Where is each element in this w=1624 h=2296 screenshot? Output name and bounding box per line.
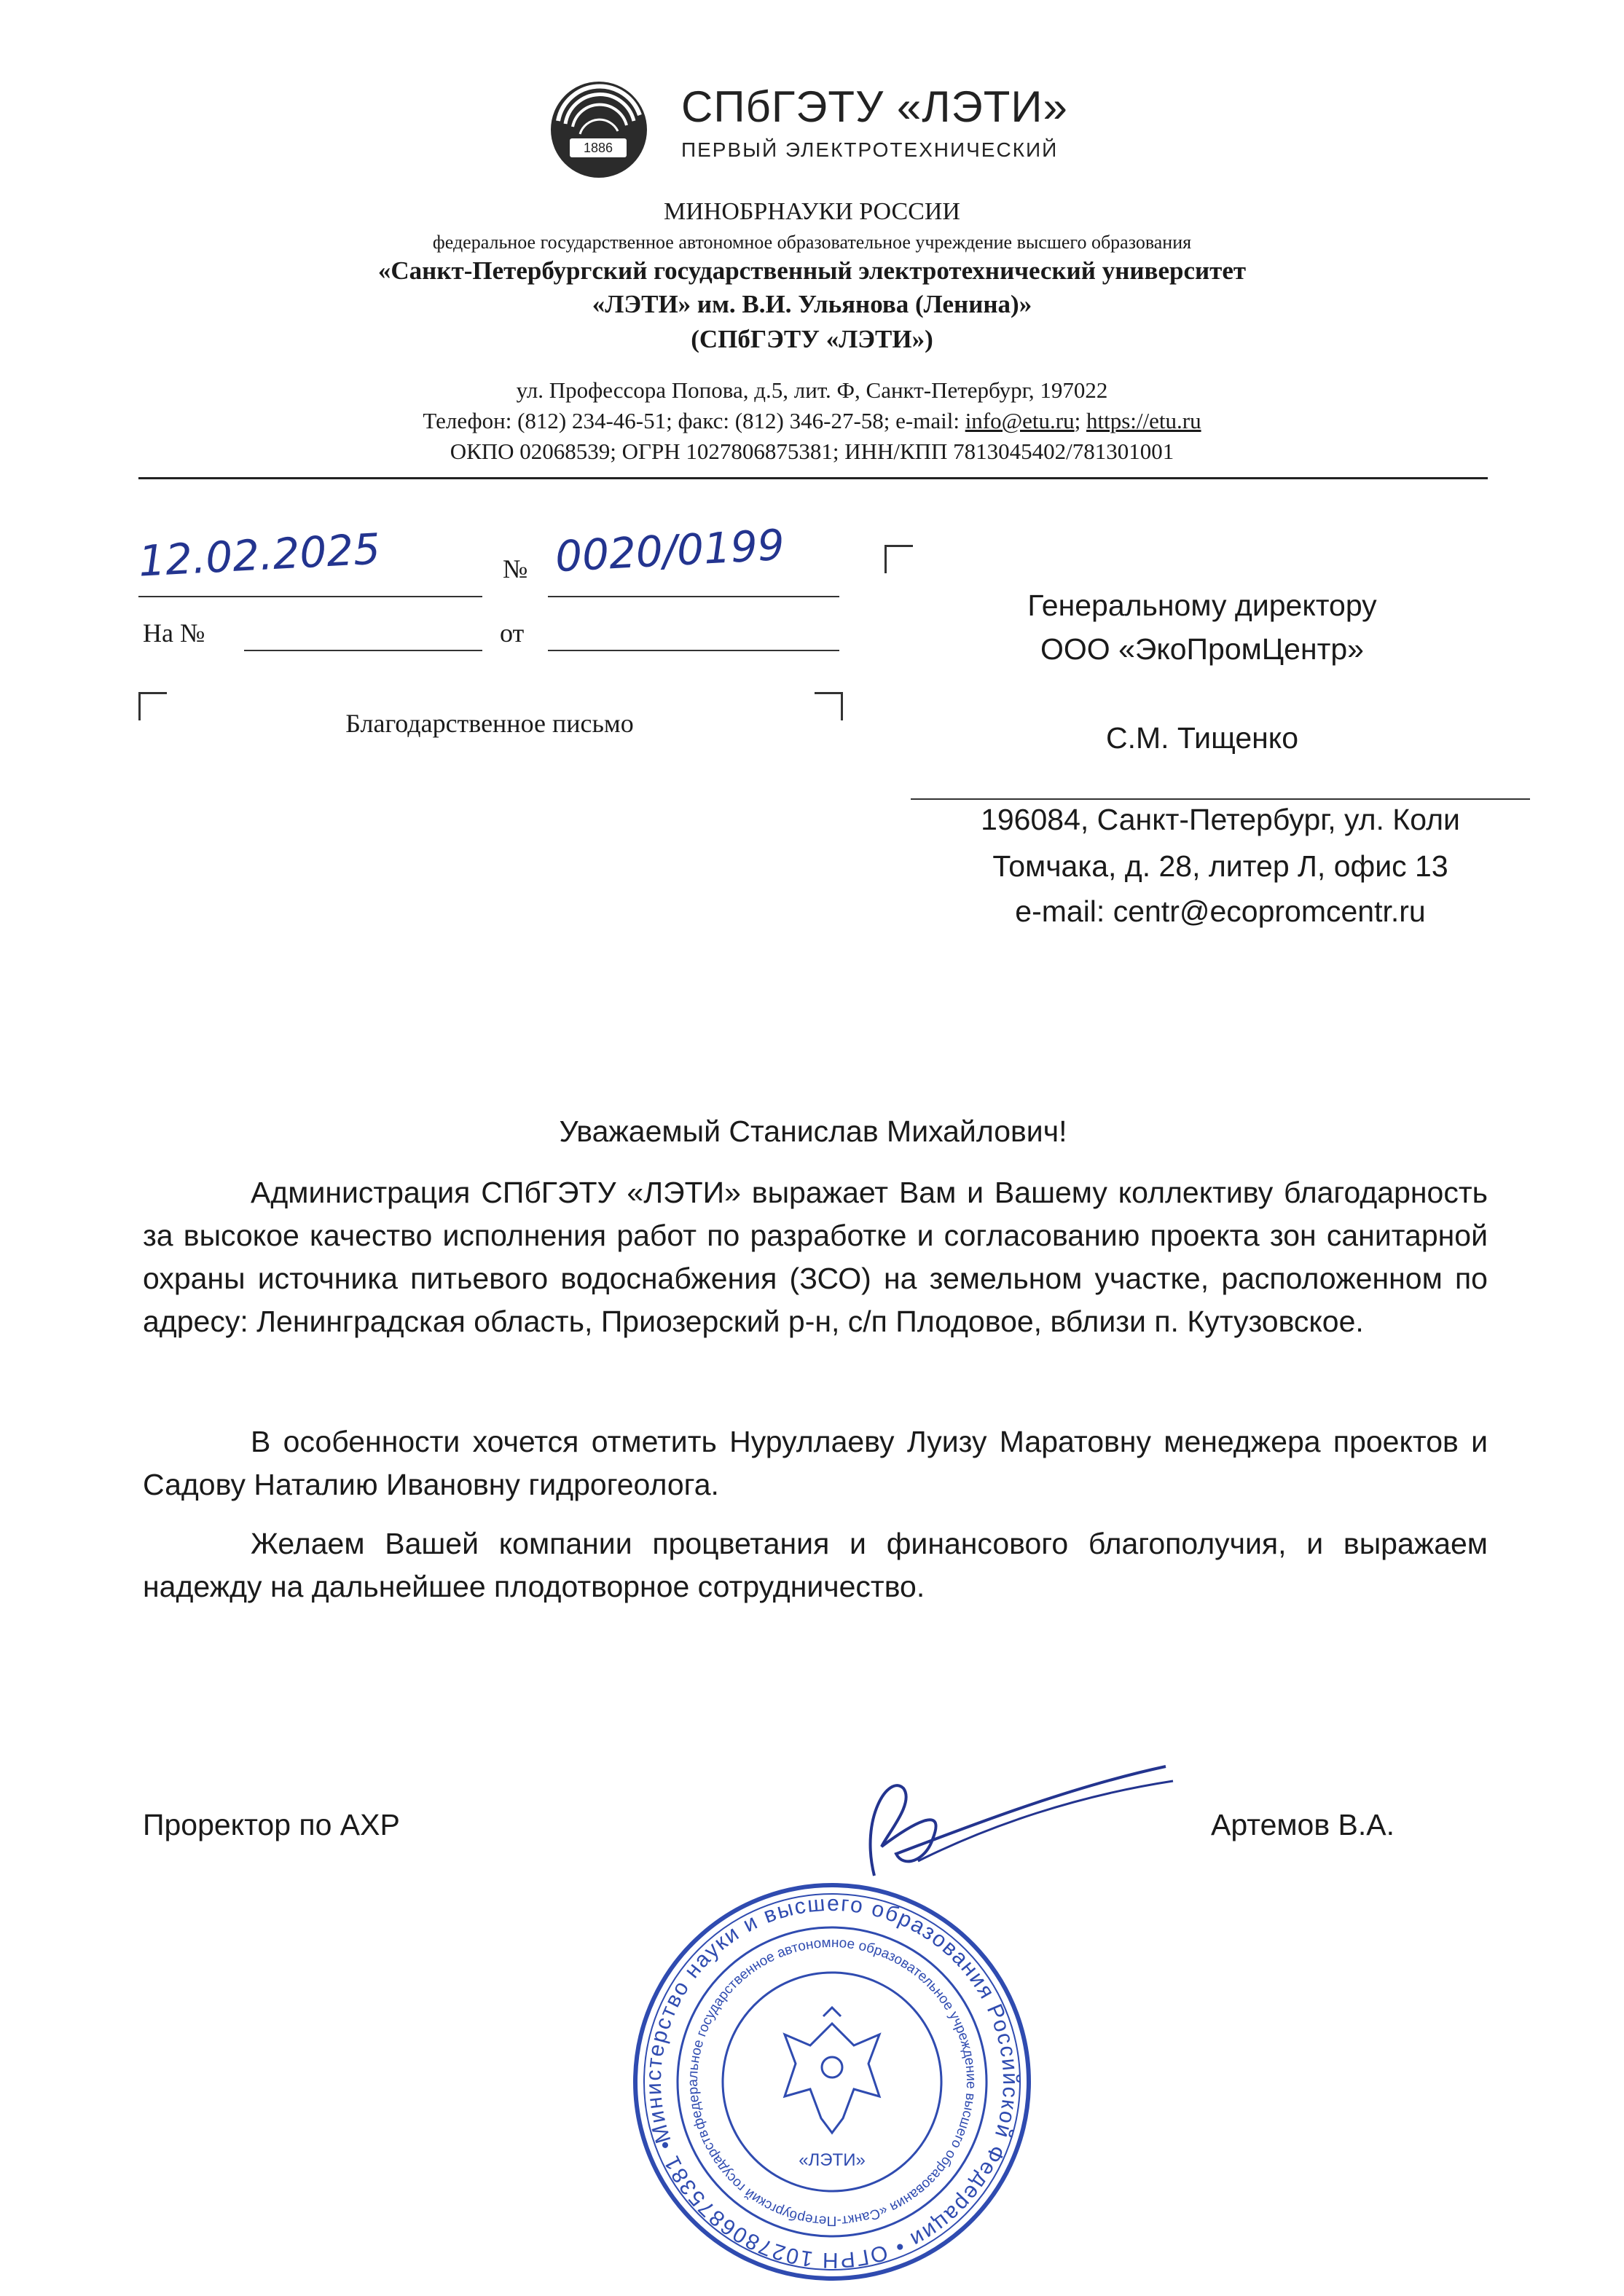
handwritten-number: 0020/0199 bbox=[554, 519, 786, 582]
recipient-email: e-mail: centr@ecopromcentr.ru bbox=[1015, 895, 1426, 928]
date-line bbox=[138, 596, 482, 597]
recipient-name: С.М. Тищенко bbox=[1106, 721, 1298, 755]
recipient-address-line1: 196084, Санкт-Петербург, ул. Коли bbox=[981, 803, 1460, 836]
email-link[interactable]: info@etu.ru bbox=[965, 408, 1075, 433]
university-name-line2: «ЛЭТИ» им. В.И. Ульянова (Ленина)» bbox=[592, 290, 1032, 318]
letter-paragraph-2: В особенности хочется отметить Нуруллаеву Луизу Маратовну менеджера проектов и Садову Наталию Ивановну гидрогеолога. bbox=[143, 1425, 1488, 1501]
recipient-position: Генеральному директору bbox=[1027, 589, 1377, 622]
from-label: от bbox=[500, 618, 525, 648]
logo-year: 1886 bbox=[583, 141, 613, 155]
signatory-name: Артемов В.А. bbox=[1211, 1808, 1395, 1841]
signatory-title: Проректор по АХР bbox=[143, 1808, 400, 1841]
from-line bbox=[548, 650, 839, 651]
seal-inner-text: федеральное государственное автономное образовательное учреждение высшего образования «Санкт-Петербургский государственный bbox=[685, 1935, 979, 2229]
svg-text:федеральное государственное ав bbox=[628, 1878, 1020, 2286]
recipient-divider bbox=[911, 798, 1530, 800]
ref-label: На № bbox=[143, 618, 205, 648]
separator: ; bbox=[1074, 408, 1086, 433]
university-name-line1: «Санкт-Петербургский государственный электротехнический университет bbox=[377, 256, 1247, 285]
seal-outer-text: Министерство науки и высшего образования Российской Федерации • ОГРН 1027806875381 • bbox=[641, 1891, 1023, 2273]
contacts-line bbox=[0, 408, 1624, 434]
ref-line bbox=[244, 650, 482, 651]
leti-logo-icon bbox=[548, 79, 650, 181]
university-name-line3: (СПбГЭТУ «ЛЭТИ») bbox=[691, 325, 933, 353]
handwritten-signature-icon bbox=[845, 1745, 1180, 1890]
number-label: № bbox=[503, 554, 528, 583]
handwritten-date: 12.02.2025 bbox=[137, 524, 382, 586]
ministry-name: МИНОБРНАУКИ РОССИИ bbox=[663, 198, 960, 225]
letter-subject: Благодарственное письмо bbox=[345, 709, 634, 738]
org-type: федеральное государственное автономное образовательное учреждение высшего образования bbox=[432, 232, 1192, 253]
logo-subtitle: ПЕРВЫЙ ЭЛЕКТРОТЕХНИЧЕСКИЙ bbox=[681, 138, 1059, 161]
letter-paragraph-3: Желаем Вашей компании процветания и финансового благополучия, и выражаем надежду на дальнейшее плодотворное сотрудничество. bbox=[143, 1527, 1488, 1603]
recipient-address-line2: Томчака, д. 28, литер Л, офис 13 bbox=[992, 849, 1448, 883]
registration-codes: ОКПО 02068539; ОГРН 1027806875381; ИНН/КПП 7813045402/781301001 bbox=[450, 439, 1174, 464]
seal-center-text: «ЛЭТИ» bbox=[799, 2150, 866, 2170]
phone-fax: Телефон: (812) 234-46-51; факс: (812) 346-27-58; e-mail: bbox=[423, 408, 965, 433]
official-seal-icon bbox=[628, 1878, 1036, 2286]
recipient-company: ООО «ЭкоПромЦентр» bbox=[1040, 632, 1364, 666]
header-divider bbox=[138, 477, 1488, 479]
website-link[interactable]: https://etu.ru bbox=[1086, 408, 1201, 433]
double-headed-eagle-icon bbox=[785, 2008, 879, 2133]
logo-title: СПбГЭТУ «ЛЭТИ» bbox=[681, 82, 1068, 131]
university-address: ул. Профессора Попова, д.5, лит. Ф, Санкт-Петербург, 197022 bbox=[516, 377, 1108, 403]
number-line bbox=[548, 596, 839, 597]
letter-paragraph-1: Администрация СПбГЭТУ «ЛЭТИ» выражает Вам и Вашему коллективу благодарность за высокое качество исполнения работ по разработке и согласованию проекта зон санитарной охраны источника питьевого водоснабжения (ЗСО) на земельном участке, расположенном по адресу: Ленинградская область, Приозерский р-н, с/п Плодовое, вблизи п. Кутузовское. bbox=[143, 1176, 1488, 1338]
letter-greeting: Уважаемый Станислав Михайлович! bbox=[559, 1114, 1067, 1148]
bracket-recipient bbox=[884, 545, 913, 573]
